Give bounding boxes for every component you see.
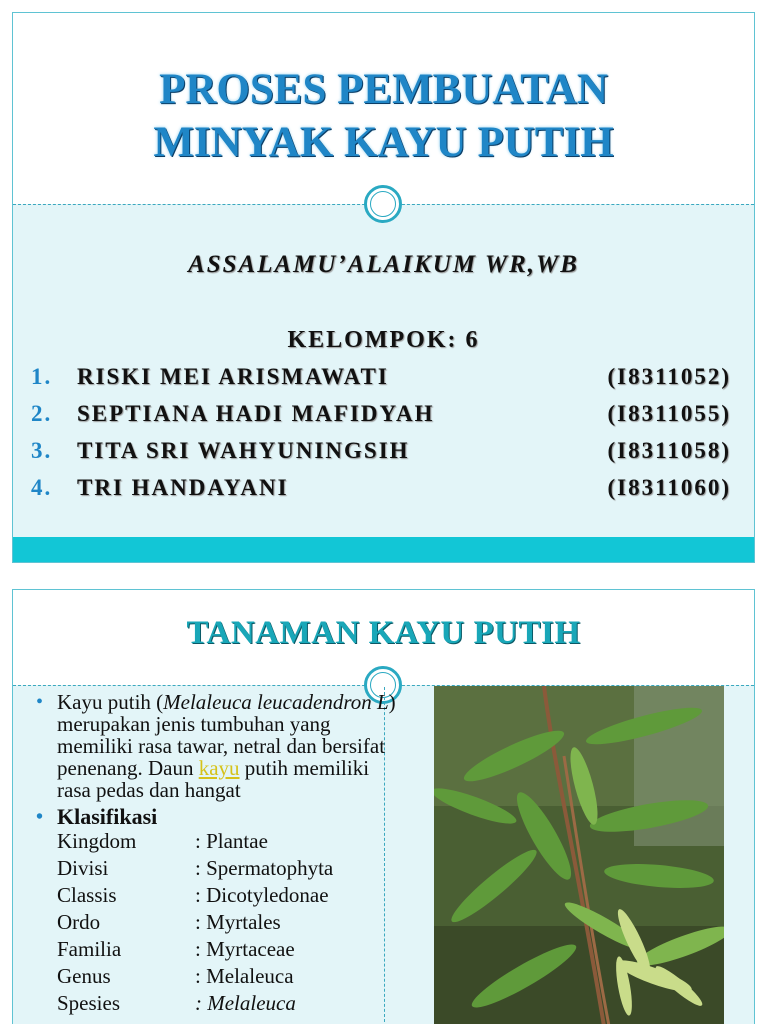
slide-title-text: TANAMAN KAYU PUTIH	[186, 615, 581, 651]
intro-text: ) merupakan jenis tumbuhan yang memiliki rasa tawar, netral dan bersifat penenang. Daun	[57, 690, 396, 780]
klasifikasi-value: : Plantae	[195, 829, 268, 853]
circle-ornament-icon	[364, 185, 402, 223]
slide-plant	[12, 589, 755, 1024]
member-number: 2.	[31, 401, 53, 426]
member-name: SEPTIANA HADI MAFIDYAH	[77, 401, 435, 426]
member-number: 1.	[31, 364, 53, 389]
klasifikasi-row	[33, 965, 403, 992]
klasifikasi-key: Kingdom	[57, 829, 137, 853]
klasifikasi-row	[33, 992, 403, 1019]
intro-text: putih memiliki rasa pedas dan hangat	[57, 756, 370, 802]
plant-photo	[434, 686, 724, 1024]
klasifikasi-value: : Melaleuca	[195, 964, 294, 988]
kayu-link[interactable]: kayu	[198, 756, 240, 780]
klasifikasi-bullet	[33, 804, 403, 830]
klasifikasi-key: Classis	[57, 883, 117, 907]
bullet-icon: •	[36, 691, 44, 713]
group-label: KELOMPOK: 6	[287, 327, 480, 353]
klasifikasi-key: Spesies	[57, 991, 120, 1015]
member-name: TITA SRI WAHYUNINGSIH	[77, 438, 410, 463]
klasifikasi-value: : Myrtaceae	[195, 937, 295, 961]
title-line-2: MINYAK KAYU PUTIH	[153, 119, 614, 166]
presentation-title	[13, 63, 754, 169]
member-row	[31, 401, 731, 438]
member-name: TRI HANDAYANI	[77, 475, 289, 500]
klasifikasi-value: : Melaleuca	[195, 991, 296, 1015]
klasifikasi-row	[33, 911, 403, 938]
klasifikasi-row	[33, 938, 403, 965]
klasifikasi-heading: Klasifikasi	[57, 804, 158, 829]
member-list	[31, 364, 731, 512]
title-band	[13, 13, 754, 204]
klasifikasi-key: Genus	[57, 964, 111, 988]
klasifikasi-value: : Spermatophyta	[195, 856, 334, 880]
bullet-icon: •	[36, 806, 44, 828]
member-row	[31, 364, 731, 401]
slide-title	[12, 12, 755, 563]
klasifikasi-row	[33, 884, 403, 911]
klasifikasi-row	[33, 830, 403, 857]
klasifikasi-key: Familia	[57, 937, 122, 961]
member-nim: (I8311055)	[607, 401, 731, 426]
member-row	[31, 438, 731, 475]
klasifikasi-key: Ordo	[57, 910, 101, 934]
klasifikasi-row	[33, 857, 403, 884]
member-nim: (I8311052)	[607, 364, 731, 389]
klasifikasi-value: : Myrtales	[195, 910, 281, 934]
accent-bar	[13, 537, 754, 562]
text-column	[33, 691, 403, 1019]
member-row	[31, 475, 731, 512]
member-nim: (I8311058)	[607, 438, 731, 463]
leaf-icon	[434, 686, 724, 1024]
title-line-1: PROSES PEMBUATAN	[159, 66, 608, 113]
intro-bullet	[33, 691, 403, 801]
greeting-text: ASSALAMU’ALAIKUM WR,WB	[188, 251, 579, 278]
klasifikasi-key: Divisi	[57, 856, 109, 880]
member-number: 3.	[31, 438, 53, 463]
member-name: RISKI MEI ARISMAWATI	[77, 364, 389, 389]
klasifikasi-value: : Dicotyledonae	[195, 883, 329, 907]
scientific-name: Melaleuca leucadendron L	[163, 690, 389, 714]
member-nim: (I8311060)	[607, 475, 731, 500]
member-number: 4.	[31, 475, 53, 500]
intro-text: Kayu putih (	[57, 690, 164, 714]
